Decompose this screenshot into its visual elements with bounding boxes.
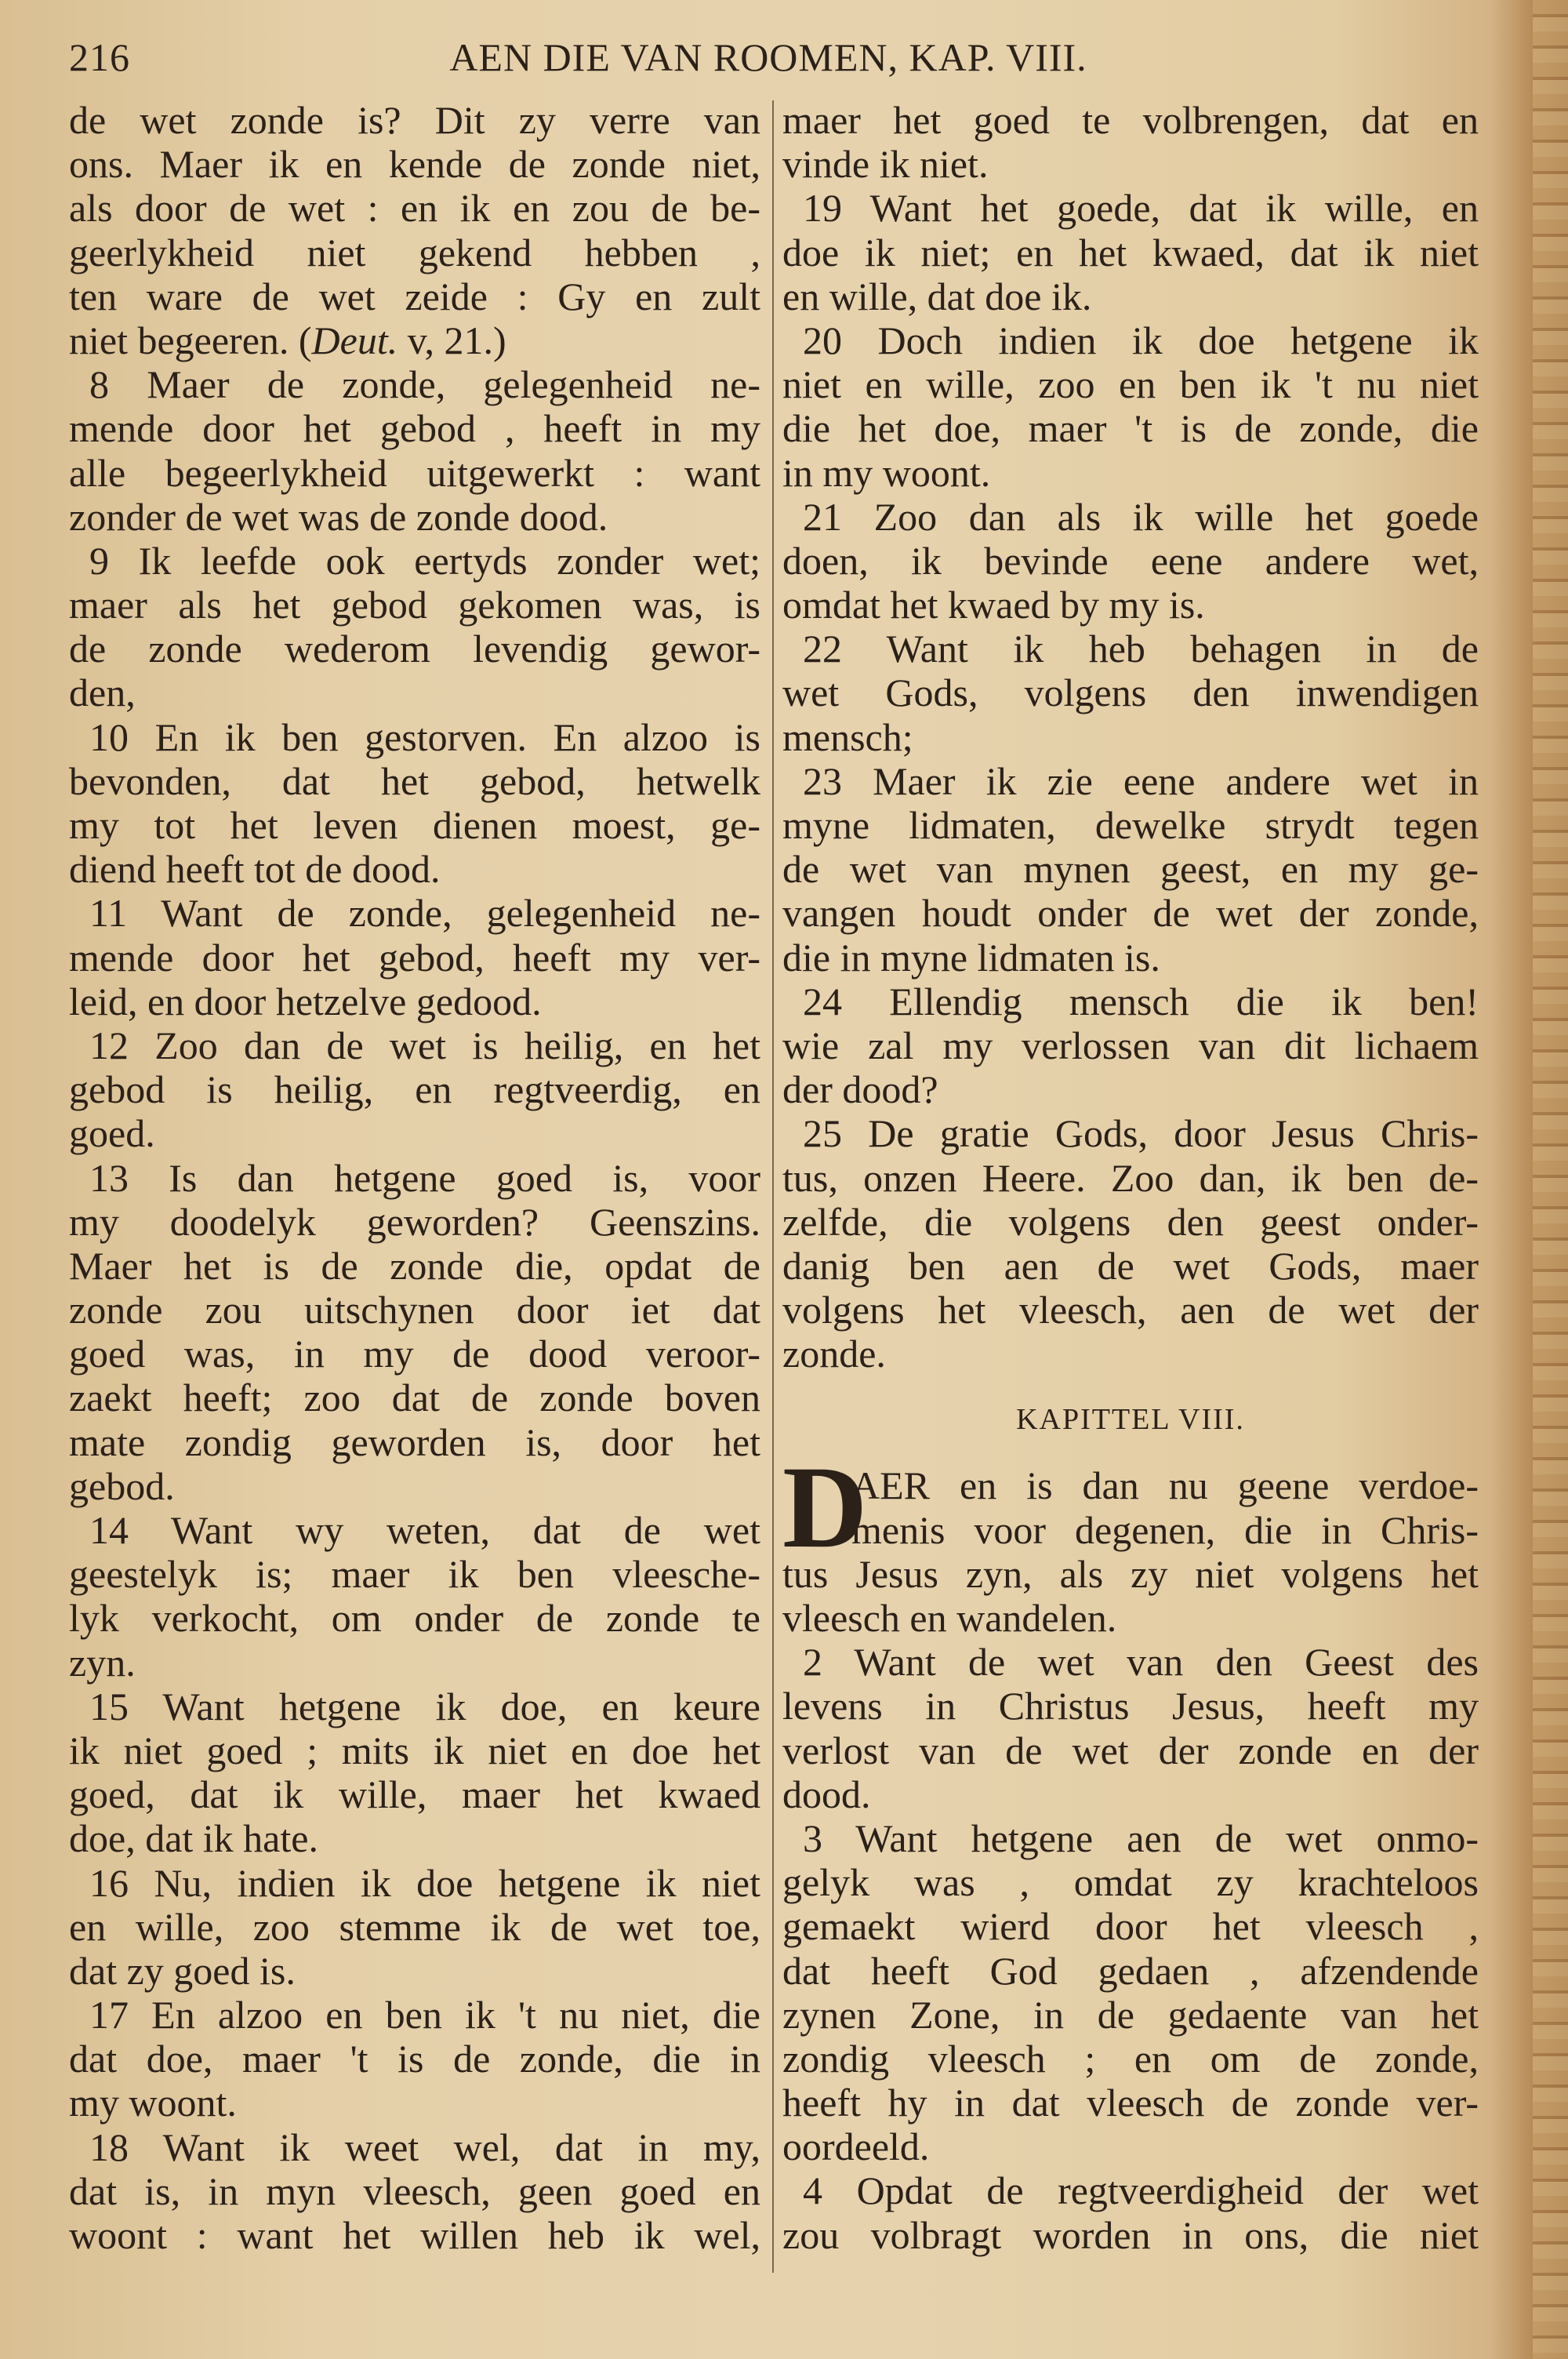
text-line: maer als het gebod gekomen was, is: [69, 583, 760, 627]
text-line: zelfde, die volgens den geest onder-: [782, 1199, 1479, 1244]
column-divider: [772, 100, 774, 2273]
text-line: AER en is dan nu geene verdoe-: [851, 1463, 1479, 1508]
text-line: goed was, in my de dood veroor-: [69, 1332, 760, 1376]
text-segment: niet begeeren. (: [69, 318, 312, 362]
text-line: 11 Want de zonde, gelegenheid ne-: [89, 891, 760, 936]
text-line: die in myne lidmaten is.: [782, 935, 1160, 980]
text-line: de wet zonde is? Dit zy verre van: [69, 98, 760, 142]
text-line: 3 Want hetgene aen de wet onmo-: [803, 1816, 1479, 1860]
text-line: tus, onzen Heere. Zoo dan, ik ben de-: [782, 1155, 1479, 1200]
text-line: 15 Want hetgene ik doe, en keure: [89, 1684, 760, 1728]
text-line: gemaekt wierd door het vleesch ,: [782, 1904, 1479, 1949]
text-line: 24 Ellendig mensch die ik ben!: [803, 979, 1479, 1023]
text-line: zynen Zone, in de gedaente van het: [782, 1992, 1479, 2037]
text-line: 14 Want wy weten, dat de wet: [89, 1508, 760, 1552]
text-line: verlost van de wet der zonde en der: [782, 1728, 1479, 1772]
text-line: dat heeft God gedaen , afzendende: [782, 1948, 1479, 1993]
book-page-edge: [1533, 0, 1568, 2359]
text-line: diend heeft tot de dood.: [69, 847, 441, 892]
text-line: goed, dat ik wille, maer het kwaed: [69, 1772, 760, 1817]
text-line: gebod.: [69, 1463, 175, 1508]
text-line: wie zal my verlossen van dit lichaem: [782, 1023, 1479, 1067]
text-line: vinde ik niet.: [782, 142, 989, 187]
text-line: die het doe, maer 't is de zonde, die: [782, 406, 1479, 451]
text-line: ten ware de wet zeide : Gy en zult: [69, 274, 760, 318]
text-line: zyn.: [69, 1640, 136, 1685]
text-line: geerlykheid niet gekend hebben ,: [69, 230, 760, 274]
text-line: zondig vleesch ; en om de zonde,: [782, 2036, 1479, 2081]
text-line: doe ik niet; en het kwaed, dat ik niet: [782, 230, 1479, 274]
text-line: zonde.: [782, 1332, 886, 1376]
text-line: wet Gods, volgens den inwendigen: [782, 671, 1479, 715]
text-line: my tot het leven dienen moest, ge-: [69, 803, 760, 847]
left-column: [69, 98, 760, 2257]
text-line: Maer het is de zonde die, opdat de: [69, 1243, 760, 1288]
text-line: dat is, in myn vleesch, geen goed en: [69, 2168, 760, 2213]
text-line: doe, dat ik hate.: [69, 1816, 318, 1861]
text-line: maer het goed te volbrengen, dat en: [782, 98, 1479, 142]
text-line: 20 Doch indien ik doe hetgene ik: [803, 318, 1479, 362]
text-line: dat zy goed is.: [69, 1948, 296, 1993]
text-line: den,: [69, 671, 136, 715]
text-line: niet en wille, zoo en ben ik 't nu niet: [782, 362, 1479, 407]
chapter-heading: KAPITTEL VIII.: [1016, 1403, 1245, 1437]
text-line: myne lidmaten, dewelke strydt tegen: [782, 803, 1479, 847]
text-line: dat doe, maer 't is de zonde, die in: [69, 2037, 760, 2081]
running-title: AEN DIE VAN ROOMEN, KAP. VIII.: [449, 35, 1087, 79]
text-line: mende door het gebod, heeft my ver-: [69, 935, 760, 980]
text-line: zonder de wet was de zonde dood.: [69, 494, 608, 539]
text-line: der dood?: [782, 1067, 938, 1112]
text-line: gelyk was , omdat zy krachteloos: [782, 1860, 1479, 1905]
text-line: my woont.: [69, 2081, 237, 2125]
text-line: 4 Opdat de regtveerdigheid der wet: [803, 2168, 1479, 2213]
text-line: 10 En ik ben gestorven. En alzoo is: [89, 714, 760, 759]
right-column: [782, 98, 1479, 2257]
text-line: tus Jesus zyn, als zy niet volgens het: [782, 1551, 1479, 1596]
text-line: vleesch en wandelen.: [782, 1596, 1117, 1640]
text-line: 21 Zoo dan als ik wille het goede: [803, 494, 1479, 539]
text-line: lyk verkocht, om onder de zonde te: [69, 1596, 760, 1641]
text-line: 19 Want het goede, dat ik wille, en: [803, 186, 1479, 231]
text-line: 12 Zoo dan de wet is heilig, en het: [89, 1023, 760, 1067]
text-line: alle begeerlykheid uitgewerkt : want: [69, 450, 760, 495]
text-line: heeft hy in dat vleesch de zonde ver-: [782, 2081, 1479, 2125]
text-line: de zonde wederom levendig gewor-: [69, 627, 760, 671]
text-line: als door de wet : en ik en zou de be-: [69, 186, 760, 231]
text-line: geestelyk is; maer ik ben vleesche-: [69, 1552, 760, 1597]
text-line: oordeeld.: [782, 2125, 930, 2169]
text-line: 16 Nu, indien ik doe hetgene ik niet: [89, 1860, 760, 1905]
text-line: vangen houdt onder de wet der zonde,: [782, 891, 1479, 936]
text-line: doen, ik bevinde eene andere wet,: [782, 538, 1479, 583]
text-line: menis voor degenen, die in Chris-: [851, 1507, 1479, 1552]
citation-italic: Deut.: [311, 318, 398, 362]
text-line: 8 Maer de zonde, gelegenheid ne-: [89, 362, 760, 407]
text-line: 9 Ik leefde ook eertyds zonder wet;: [89, 538, 760, 583]
text-line: my doodelyk geworden? Geenszins.: [69, 1199, 760, 1244]
text-line: zou volbragt worden in ons, die niet: [782, 2212, 1479, 2257]
text-line: ik niet goed ; mits ik niet en doe het: [69, 1728, 760, 1772]
text-line: omdat het kwaed by my is.: [782, 583, 1205, 627]
text-line: mensch;: [782, 714, 913, 759]
text-line: mate zondig geworden is, door het: [69, 1419, 760, 1464]
text-line: 22 Want ik heb behagen in de: [803, 627, 1479, 671]
text-line: dood.: [782, 1772, 871, 1816]
text-line: bevonden, dat het gebod, hetwelk: [69, 758, 760, 803]
text-line: 25 De gratie Gods, door Jesus Chris-: [803, 1111, 1479, 1156]
text-line: in my woont.: [782, 450, 991, 495]
text-line: leid, en door hetzelve gedood.: [69, 979, 542, 1023]
text-line: 17 En alzoo en ben ik 't nu niet, die: [89, 1993, 760, 2037]
text-line: gebod is heilig, en regtveerdig, en: [69, 1067, 760, 1112]
text-line: woont : want het willen heb ik wel,: [69, 2213, 760, 2257]
text-segment: v, 21.): [397, 318, 506, 362]
text-line: de wet van mynen geest, en my ge-: [782, 847, 1479, 892]
text-line: en wille, dat doe ik.: [782, 274, 1092, 318]
text-line: [69, 318, 760, 362]
text-line: en wille, zoo stemme ik de wet toe,: [69, 1904, 760, 1949]
text-line: zonde zou uitschynen door iet dat: [69, 1288, 760, 1332]
text-line: 23 Maer ik zie eene andere wet in: [803, 758, 1479, 803]
text-line: 2 Want de wet van den Geest des: [803, 1640, 1479, 1685]
drop-cap: D: [782, 1442, 868, 1572]
text-line: ons. Maer ik en kende de zonde niet,: [69, 142, 760, 187]
text-line: danig ben aen de wet Gods, maer: [782, 1243, 1479, 1288]
text-line: mende door het gebod , heeft in my: [69, 406, 760, 451]
text-line: 18 Want ik weet wel, dat in my,: [89, 2125, 760, 2169]
text-line: volgens het vleesch, aen de wet der: [782, 1288, 1479, 1332]
text-line: goed.: [69, 1111, 155, 1156]
page-number: 216: [69, 35, 130, 79]
text-line: zaekt heeft; zoo dat de zonde boven: [69, 1376, 760, 1420]
text-line: 13 Is dan hetgene goed is, voor: [89, 1155, 760, 1200]
text-line: levens in Christus Jesus, heeft my: [782, 1684, 1479, 1728]
